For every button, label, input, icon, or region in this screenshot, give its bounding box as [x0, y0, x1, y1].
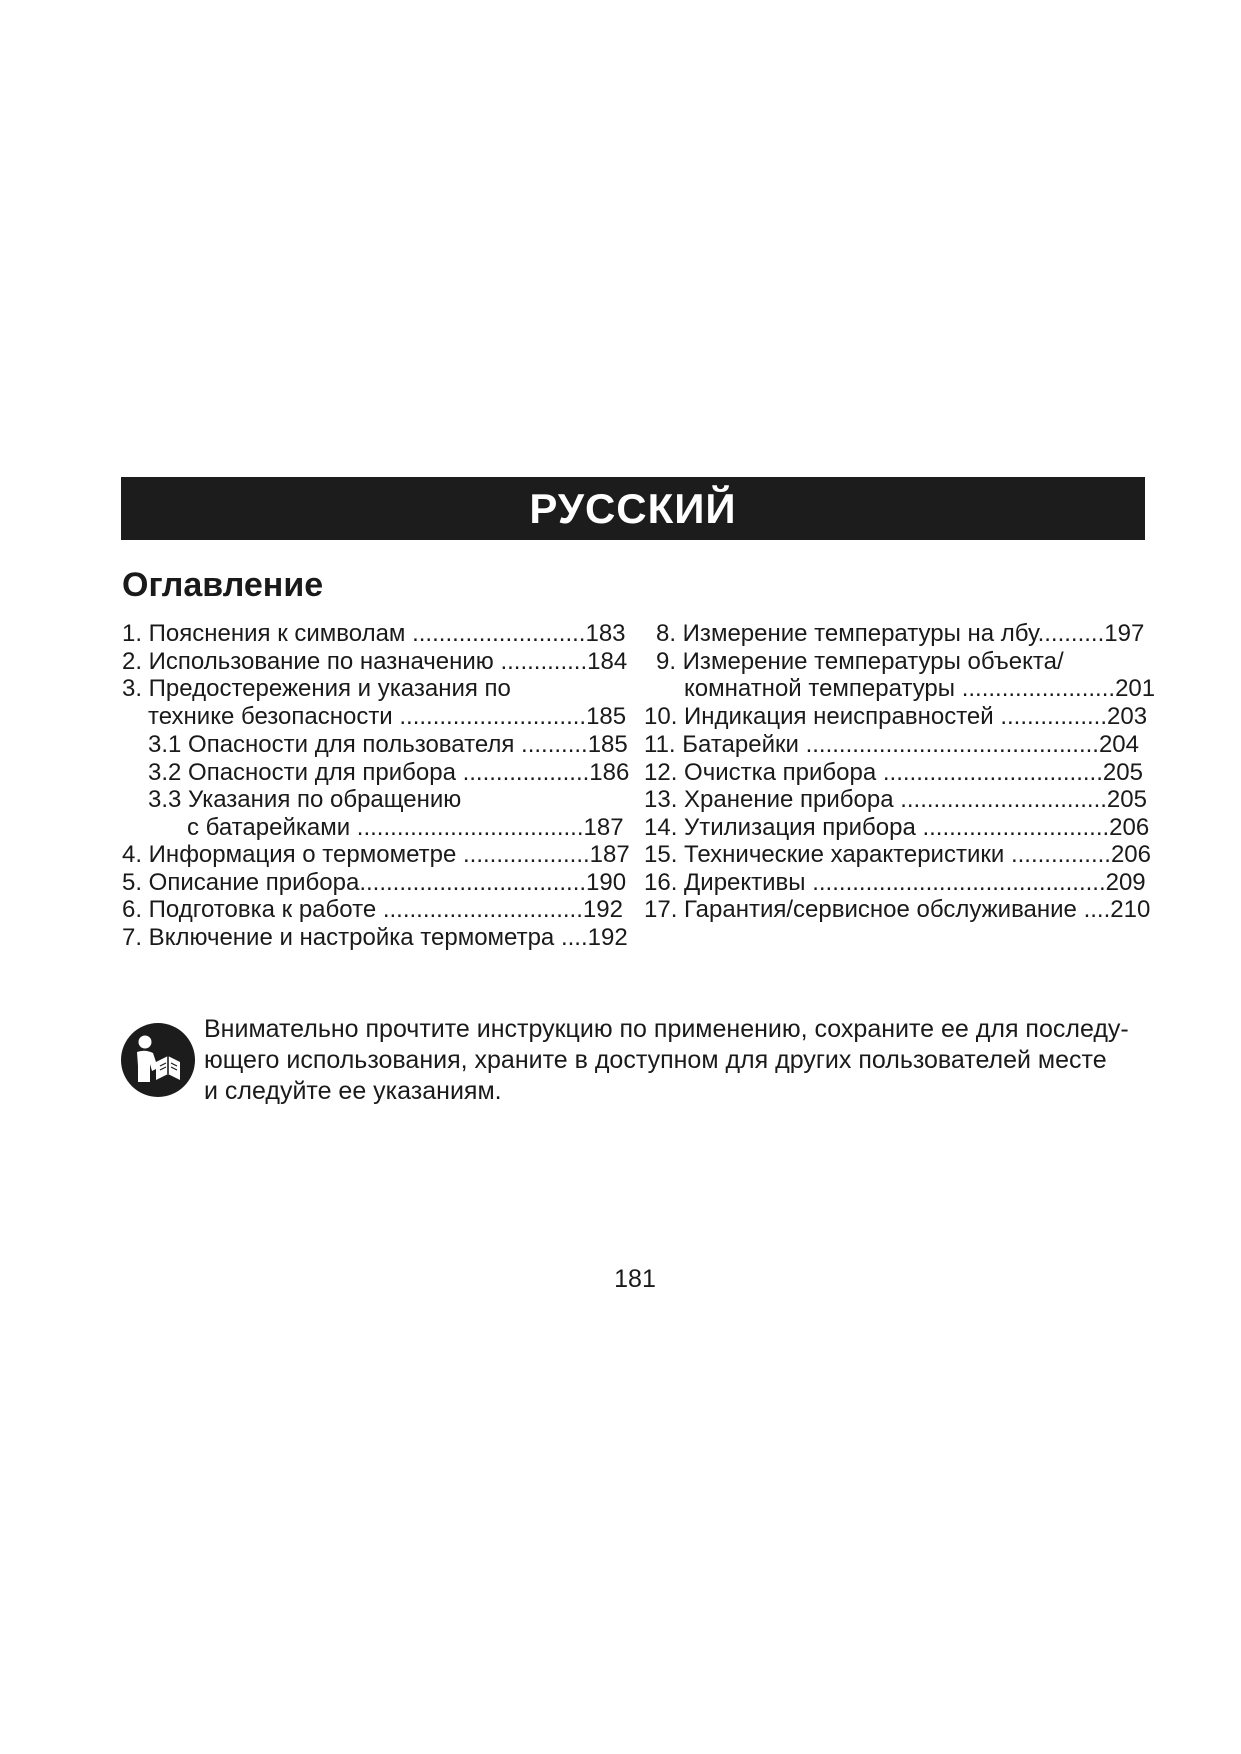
toc-entry: 16. Директивы ............................................209	[644, 869, 1146, 896]
toc-entry: 2. Использование по назначению .............184	[122, 648, 628, 675]
language-banner	[121, 477, 1145, 540]
toc-entry: технике безопасности ............................185	[148, 703, 627, 730]
toc-entry: 15. Технические характеристики ...............206	[644, 841, 1151, 868]
toc-entry: 6. Подготовка к работе ..............................192	[122, 896, 623, 923]
toc-entry: 4. Информация о термометре ...................187	[122, 841, 630, 868]
toc-heading: Оглавление	[122, 566, 324, 604]
toc-entry: 12. Очистка прибора .................................205	[644, 759, 1143, 786]
notice-line: Внимательно прочтите инструкцию по применению, сохраните ее для последу-	[204, 1015, 1129, 1043]
notice-line: ющего использования, храните в доступном для других пользователей месте	[204, 1046, 1107, 1074]
toc-entry: 3. Предостережения и указания по	[122, 675, 511, 702]
toc-entry: с батарейками ..................................187	[187, 814, 624, 841]
language-title: РУССКИЙ	[529, 484, 737, 532]
page-number: 181	[614, 1265, 656, 1293]
notice-text	[204, 1014, 1154, 1107]
toc-entry: 9. Измерение температуры объекта/	[656, 648, 1064, 675]
toc-entry: 11. Батарейки ............................................204	[644, 731, 1139, 758]
toc-entry: 3.1 Опасности для пользователя ..........185	[148, 731, 628, 758]
toc-entry: 5. Описание прибора..................................190	[122, 869, 627, 896]
toc-entry: 7. Включение и настройка термометра ....192	[122, 924, 628, 951]
toc-entry: 3.3 Указания по обращению	[148, 786, 462, 813]
toc-entry: 8. Измерение температуры на лбу..........197	[656, 620, 1145, 647]
toc-entry: 13. Хранение прибора ...............................205	[644, 786, 1147, 813]
toc-entry: 17. Гарантия/сервисное обслуживание ....210	[644, 896, 1151, 923]
toc-entry: комнатной температуры .......................201	[684, 675, 1156, 702]
notice-line: и следуйте ее указаниям.	[204, 1077, 502, 1105]
toc-entry: 10. Индикация неисправностей ................203	[644, 703, 1148, 730]
read-manual-icon	[120, 1022, 196, 1098]
toc-entry: 3.2 Опасности для прибора ...................186	[148, 759, 630, 786]
toc-entry: 14. Утилизация прибора ............................206	[644, 814, 1150, 841]
toc-entry: 1. Пояснения к символам ..........................183	[122, 620, 626, 647]
